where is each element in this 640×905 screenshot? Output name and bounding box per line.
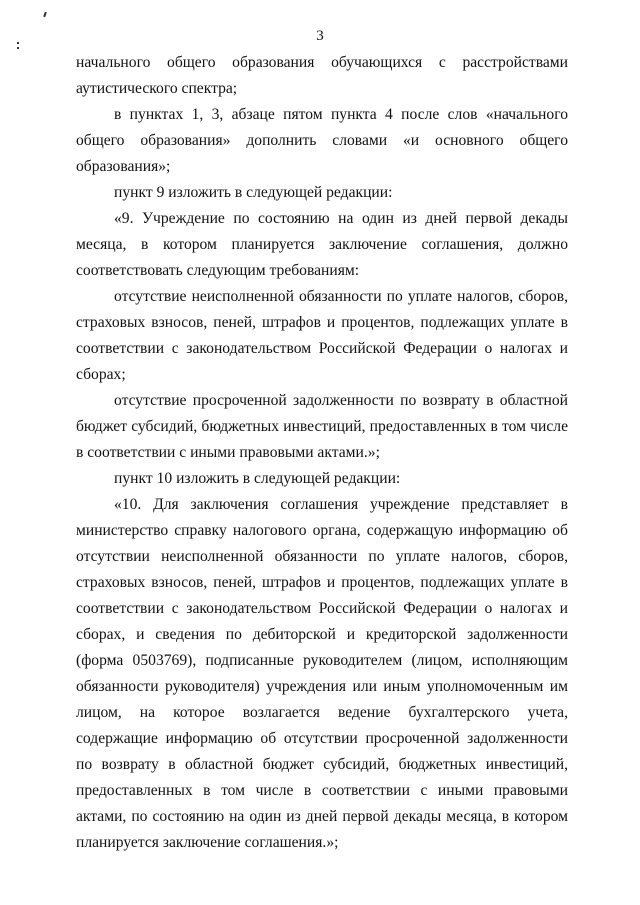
- paragraph: пункт 10 изложить в следующей редакции:: [114, 470, 401, 487]
- paragraph: в пунктах 1, 3, абзаце пятом пункта 4 после слов «начального общего образования» дополнить словами «и основного общего образования»;: [76, 106, 568, 175]
- scan-speck: [17, 47, 19, 49]
- paragraph: «9. Учреждение по состоянию на один из дней первой декады месяца, в котором планируется заключение соглашения, должно соответствовать следующим требованиям:: [76, 210, 568, 279]
- paragraph: пункт 9 изложить в следующей редакции:: [114, 184, 393, 201]
- paragraph: отсутствие неисполненной обязанности по уплате налогов, сборов, страховых взносов, пеней, штрафов и процентов, подлежащих уплате в соответствии с законодательством Российской Федерации о налогах и сборах;: [76, 288, 568, 383]
- page-number: 3: [316, 28, 324, 44]
- scan-speck: [43, 12, 47, 17]
- paragraph: начального общего образования обучающихся с расстройствами аутистического спектра;: [76, 54, 568, 97]
- paragraph: «10. Для заключения соглашения учреждение представляет в министерство справку налогового органа, содержащую информацию об отсутствии неисполненной обязанности по уплате налогов, сборов, страховых взносов, пеней, штрафов и процентов, подлежащих уплате в соответствии с законодательством Российской Федерации о налогах и сборах, и сведения по дебиторской и кредиторской задолженности (форма 0503769), подписанные руководителем (лицом, исполняющим обязанности руководителя) учреждения или иным уполномоченным им лицом, на которое возлагается ведение бухгалтерского учета, содержащие информацию об отсутствии просроченной задолженности по возврату в областной бюджет субсидий, бюджетных инвестиций, предоставленных в том числе в соответствии с иными правовыми актами, по состоянию на один из дней первой декады месяца, в котором планируется заключение соглашения.»;: [76, 496, 568, 851]
- paragraph: отсутствие просроченной задолженности по возврату в областной бюджет субсидий, бюджетных инвестиций, предоставленных в том числе в соответствии с иными правовыми актами.»;: [76, 392, 568, 461]
- document-body: [76, 50, 568, 856]
